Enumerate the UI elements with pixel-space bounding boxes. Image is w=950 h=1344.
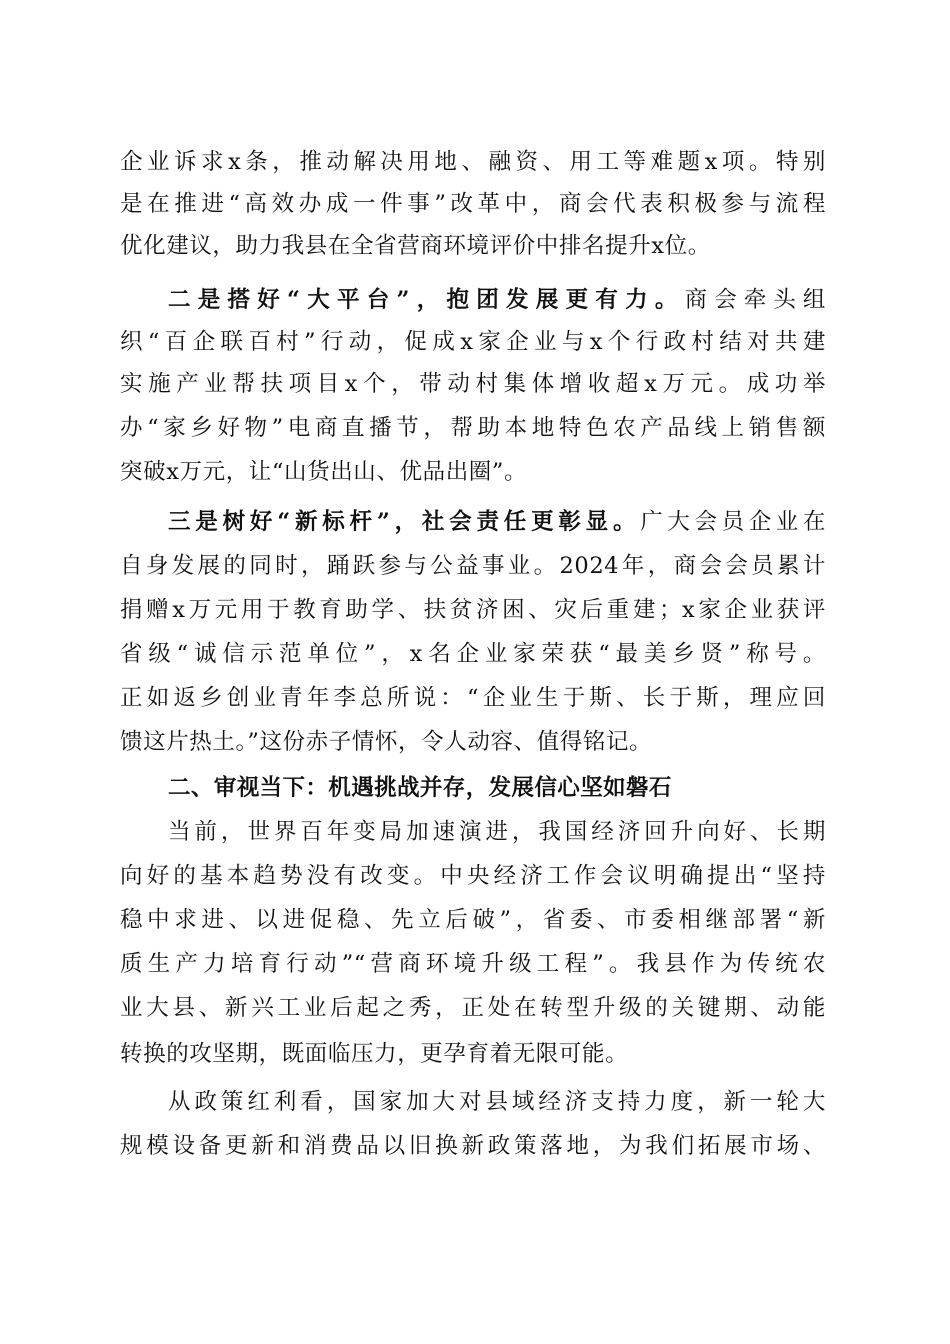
text-line: 向好的基本趋势没有改变。中央经济工作会议明确提出“坚持: [120, 863, 826, 889]
text-line: 办“家乡好物”电商直播节，帮助本地特色农产品线上销售额: [120, 415, 826, 441]
text-line: 质生产力培育行动”“营商环境升级工程”。我县作为传统农: [120, 951, 826, 977]
text-line: 企业诉求x条，推动解决用地、融资、用工等难题x项。特别: [120, 149, 826, 175]
text-line: 织“百企联百村”行动，促成x家企业与x个行政村结对共建: [120, 329, 826, 355]
text-line: 优化建议，助力我县在全省营商环境评价中排名提升x位。: [120, 233, 711, 259]
paragraph-text: 广大会员企业在: [640, 509, 826, 535]
text-line: 馈这片热土。”这份赤子情怀，令人动容、值得铭记。: [120, 729, 653, 755]
text-line: 规模设备更新和消费品以旧换新政策落地，为我们拓展市场、: [120, 1133, 826, 1159]
paragraph-first-line: 当前，世界百年变局加速演进，我国经济回升向好、长期: [168, 819, 826, 845]
text-line: 是在推进“高效办成一件事”改革中，商会代表积极参与流程: [120, 191, 826, 217]
text-line: 转换的攻坚期，既面临压力，更孕育着无限可能。: [120, 1041, 629, 1067]
paragraph-text: 商会牵头组: [684, 287, 826, 313]
section-heading: 二、审视当下：机遇挑战并存，发展信心坚如磐石: [168, 775, 672, 801]
paragraph-first-line: 从政策红利看，国家加大对县域经济支持力度，新一轮大: [168, 1089, 826, 1115]
paragraph-lead: 二是搭好“大平台”，抱团发展更有力。: [168, 287, 685, 313]
text-line: 省级“诚信示范单位”，x名企业家荣获“最美乡贤”称号。: [120, 641, 826, 667]
text-line: 自身发展的同时，踊跃参与公益事业。2024年，商会会员累计: [120, 553, 826, 579]
text-line: 实施产业帮扶项目x个，带动村集体增收超x万元。成功举: [120, 371, 826, 397]
paragraph-lead: 三是树好“新标杆”，社会责任更彰显。: [168, 509, 641, 535]
text-line: 突破x万元，让“山货出山、优品出圈”。: [120, 459, 528, 485]
paragraph-first-line: [168, 280, 826, 320]
text-line: 稳中求进、以进促稳、先立后破”，省委、市委相继部署“新: [120, 907, 826, 933]
text-line: 捐赠x万元用于教育助学、扶贫济困、灾后重建；x家企业获评: [120, 597, 826, 623]
text-line: 业大县、新兴工业后起之秀，正处在转型升级的关键期、动能: [120, 995, 826, 1021]
paragraph-first-line: [168, 502, 826, 542]
text-line: 正如返乡创业青年李总所说：“企业生于斯、长于斯，理应回: [120, 685, 826, 711]
